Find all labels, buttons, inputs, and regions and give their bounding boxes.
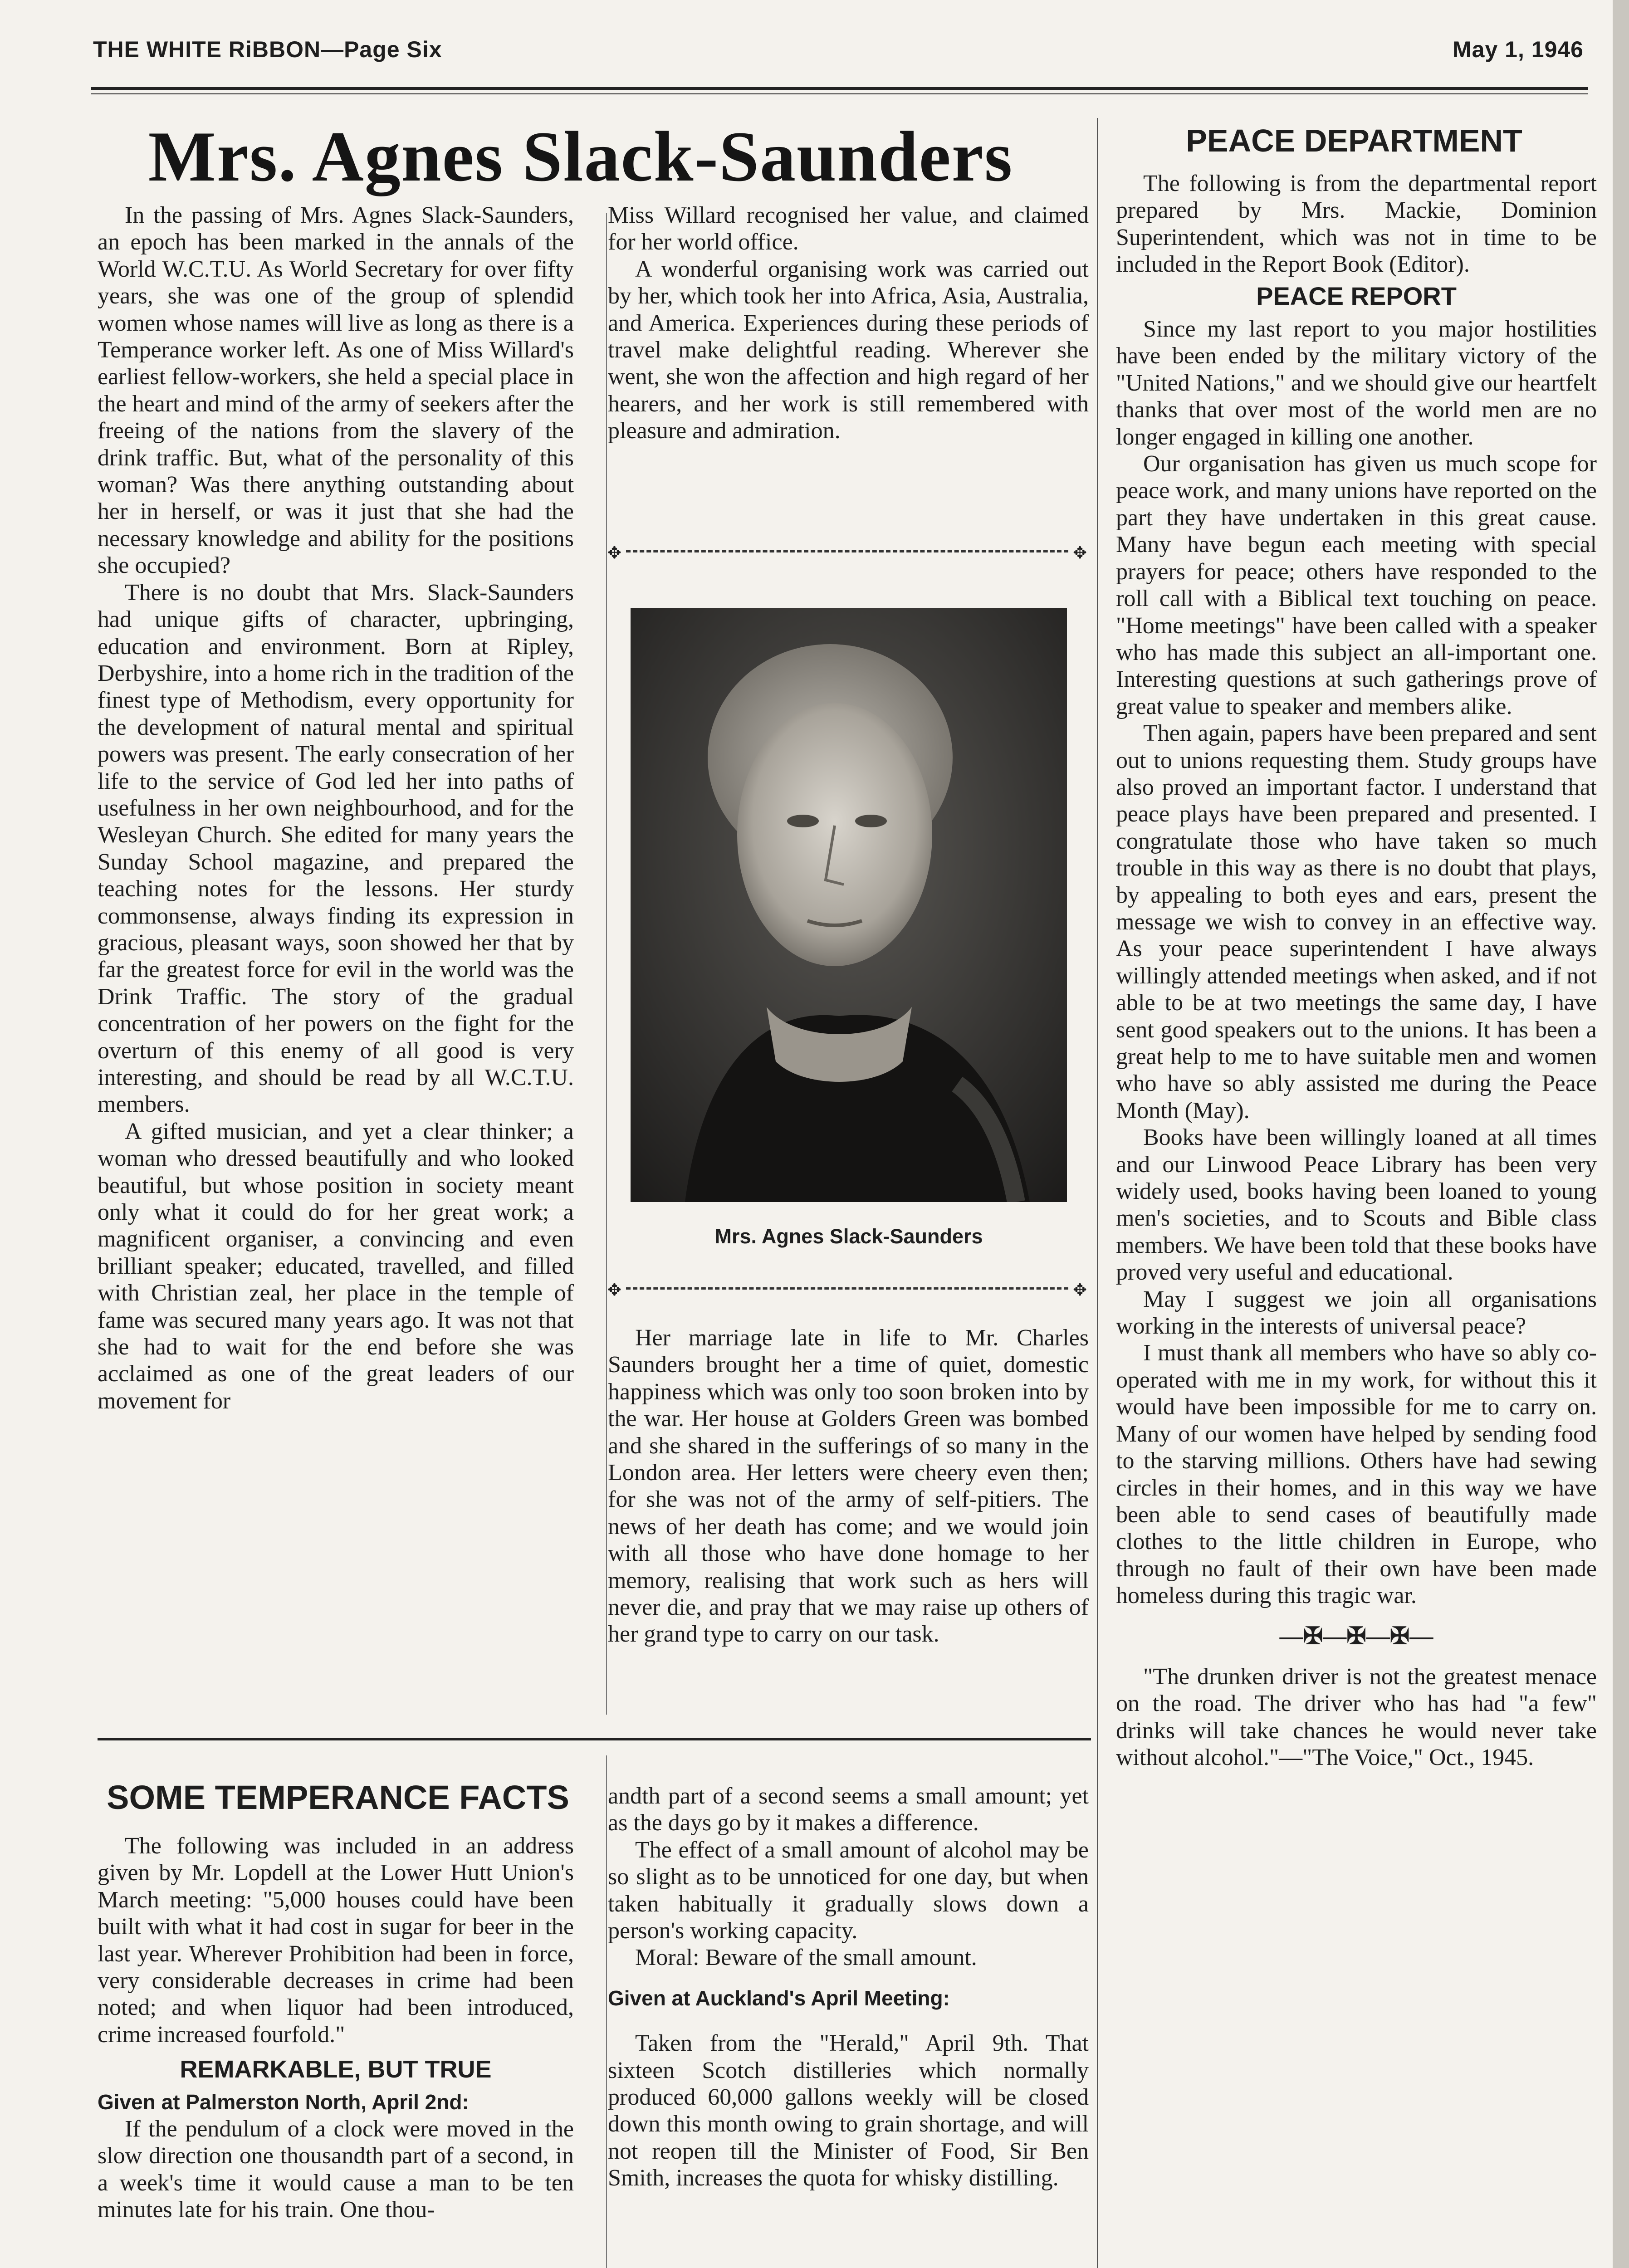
temperance-paragraph: Moral: Beware of the small amount. <box>635 1945 977 1971</box>
remarkable-title: REMARKABLE, BUT TRUE <box>180 2056 492 2083</box>
peace-paragraph: Our organisation has given us much scope for peace work, and many unions have reported on the part they have undertaken in this great cause. Many have begun each meeting with special prayers for peace; others have responded to the roll call with a Biblical text touching on peace. "Home meetings" have been called with a speaker who has made this subject an all-important one. Interesting questions at such gatherings prove of great value to speaker and members alike. <box>1116 451 1597 719</box>
article-paragraph: A wonderful organising work was carried out by her, which took her into Africa, Asia, Australia, and America. Experiences during these periods of travel make delightful reading. Wherever she went, she won the affection and high regard of her hearers, and her work is still remembered with pleasure and admiration. <box>608 256 1089 444</box>
column-rule <box>606 213 607 1715</box>
peace-paragraph: The following is from the departmental report prepared by Mrs. Mackie, Dominion Superintendent, which was not in time to be included in the Report Book (Editor). <box>1116 171 1597 278</box>
section-rule <box>98 1738 1091 1740</box>
article-paragraph: Miss Willard recognised her value, and claimed for her world office. <box>608 202 1089 255</box>
temperance-paragraph: andth part of a second seems a small amount; yet as the days go by it makes a difference. <box>608 1783 1089 1836</box>
temperance-column-1 <box>98 1833 574 2224</box>
ornamental-divider: ✥ ✥ <box>608 1276 1086 1301</box>
peace-paragraph: Since my last report to you major hostilities have been ended by the military victory of the "United Nations," and we should give our heartfelt thanks that over most of the world men are no longer engaged in killing one another. <box>1116 316 1597 450</box>
peace-paragraph: I must thank all members who have so ably co-operated with me in my work, for without this it would have been impossible for me to carry on. Many of our women have helped by sending food to the starving millions. Others have had sewing circles in their homes, and in this way we have been able to send cases of beautifully made clothes to the little children in Europe, who through no fault of their own have been made homeless during this tragic war. <box>1116 1340 1597 1609</box>
issue-date: May 1, 1946 <box>1453 37 1584 62</box>
temperance-paragraph: The following was included in an address given by Mr. Lopdell at the Lower Hutt Union's March meeting: "5,000 houses could have been built with what it had cost in sugar for beer in the last year. Wherever Prohibition had been in force, very considerable decreases in crime had been noted; and when liquor had been introduced, crime increased fourfold." <box>98 1833 574 2048</box>
article-column-1 <box>98 202 574 1414</box>
temperance-paragraph: The effect of a small amount of alcohol may be so slight as to be unnoticed for one day, but when taken habitually it gradually slows down a person's working capacity. <box>608 1837 1089 1944</box>
publication-header: THE WHITE RiBBON—Page Six <box>93 37 442 62</box>
palmerston-heading: Given at Palmerston North, April 2nd: <box>98 2090 469 2114</box>
header-rule <box>91 87 1588 90</box>
article-column-2-top <box>608 202 1089 445</box>
article-title: Mrs. Agnes Slack-Saunders <box>148 117 1013 196</box>
article-paragraph: Her marriage late in life to Mr. Charles Saunders brought her a time of quiet, domestic happiness which was only too soon broken into by the war. Her house at Golders Green was bombed and she shared in the sufferings of so many in the London area. Her letters were cheery even then; for she was not of the army of self-pitiers. The news of her death has come; and we would join with all those who have done homage to her memory, realising that work such as hers will never die, and pray that we may raise up others of her grand type to carry on our task. <box>608 1325 1089 1647</box>
peace-department-title: PEACE DEPARTMENT <box>1186 123 1522 158</box>
peace-column <box>1116 170 1597 1771</box>
peace-paragraph: Then again, papers have been prepared and sent out to unions requesting them. Study groups have also proved an important factor. I understand that peace plays have been prepared and presented. I congratulate those who have taken so much trouble in this way as there is no doubt that plays, by appealing to both eyes and ears, present the message we wish to convey in an effective way. As your peace superintendent I have always willingly attended meetings when asked, and if not able to be at two meetings the same day, I have sent good speakers out to the unions. It has been a great help to me to have suitable men and women who have so ably assisted me during the Peace Month (May). <box>1116 720 1597 1124</box>
peace-report-title: PEACE REPORT <box>1256 281 1457 310</box>
header-rule-thin <box>91 93 1588 94</box>
page-edge <box>1613 0 1629 2268</box>
portrait-photo <box>631 608 1067 1202</box>
column-rule <box>1097 118 1098 2268</box>
temperance-paragraph: Taken from the "Herald," April 9th. That sixteen Scotch distilleries which normally produced 60,000 gallons weekly will be closed down this month owing to grain shortage, and will not reopen till the Minister of Food, Sir Ben Smith, increases the quota for whisky distilling. <box>608 2030 1089 2191</box>
quote-paragraph: "The drunken driver is not the greatest menace on the road. The driver who has had "a few" drinks will take chances he would never take without alcohol."—"The Voice," Oct., 1945. <box>1116 1663 1597 1771</box>
photo-caption: Mrs. Agnes Slack-Saunders <box>714 1225 983 1248</box>
peace-paragraph: May I suggest we join all organisations working in the interests of universal peace? <box>1116 1286 1597 1339</box>
temperance-column-2 <box>608 1783 1089 2192</box>
temperance-title: SOME TEMPERANCE FACTS <box>107 1779 569 1816</box>
article-paragraph: A gifted musician, and yet a clear thinker; a woman who dressed beautifully and who looked beautiful, but whose position in society meant only what it could do for her great work; a magnificent organiser, a convincing and even brilliant speaker; educated, travelled, and filled with Christian zeal, her place in the temple of fame was secured many years ago. It was not that she had to wait for the end before she was acclaimed as one of the great leaders of our movement for <box>98 1118 574 1414</box>
peace-paragraph: Books have been willingly loaned at all times and our Linwood Peace Library has been very widely used, books having been loaned to young men's societies, and to Scouts and Bible class members. We have been told that these books have proved very useful and educational. <box>1116 1124 1597 1286</box>
temperance-paragraph: If the pendulum of a clock were moved in the slow direction one thousandth part of a second, in a week's time it would cause a man to be ten minutes late for his train. One thou- <box>98 2116 574 2223</box>
article-paragraph: There is no doubt that Mrs. Slack-Saunders had unique gifts of character, upbringing, education and environment. Born at Ripley, Derbyshire, into a home rich in the tradition of the finest type of Methodism, every opportunity for the development of natural mental and spiritual powers was present. The early consecration of her life to the service of God led her into paths of usefulness in her own neighbourhood, and for the Wesleyan Church. She edited for many years the Sunday School magazine, and prepared the teaching notes for the lessons. Her sturdy commonsense, always finding its expression in gracious, pleasant ways, soon showed her that by far the greatest force for evil in the world was the Drink Traffic. The story of the gradual concentration of her powers on the fight for the overturn of this enemy of all good is very interesting, and should be read by all W.C.T.U. members. <box>98 579 574 1118</box>
ornament-divider: —✠—✠—✠— <box>1279 1623 1433 1649</box>
auckland-heading: Given at Auckland's April Meeting: <box>608 1986 950 2010</box>
article-column-2-bottom <box>608 1325 1089 1648</box>
ornamental-divider: ✥ ✥ <box>608 538 1086 564</box>
column-rule <box>606 1755 607 2268</box>
article-paragraph: In the passing of Mrs. Agnes Slack-Saunders, an epoch has been marked in the annals of the World W.C.T.U. As World Secretary for over fifty years, she was one of the group of splendid women whose names will live as long as there is a Temperance worker left. As one of Miss Willard's earliest fellow-workers, she held a special place in the heart and mind of the army of seekers after the freeing of the nations from the slavery of the drink traffic. But, what of the personality of this woman? Was there anything outstanding about her in herself, or was it just that she had the necessary knowledge and ability for the positions she occupied? <box>98 202 574 579</box>
